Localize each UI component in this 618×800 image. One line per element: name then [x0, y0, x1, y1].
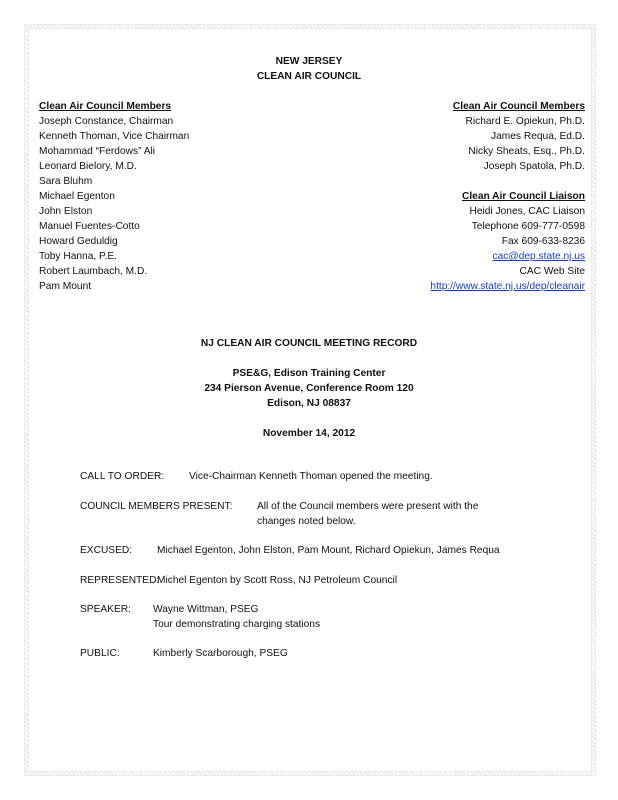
members-right-heading: Clean Air Council Members	[452, 101, 585, 112]
excused-label: EXCUSED:	[80, 545, 133, 556]
member-name: Nicky Sheats, Esq., Ph.D.	[468, 146, 585, 157]
member-name: Pam Mount	[39, 281, 92, 292]
excused-text: Michael Egenton, John Elston, Pam Mount, Richard Opiekun, James Requa	[157, 545, 500, 556]
record-title: NJ CLEAN AIR COUNCIL MEETING RECORD	[200, 338, 418, 349]
member-name: Richard E. Opiekun, Ph.D.	[465, 116, 585, 127]
liaison-name: Heidi Jones, CAC Liaison	[469, 206, 585, 217]
liaison-telephone: Telephone 609-777-0598	[471, 221, 585, 232]
member-name: Joseph Spatola, Ph.D.	[483, 161, 585, 172]
member-name: Manuel Fuentes-Cotto	[39, 221, 140, 232]
member-name: Sara Bluhm	[39, 176, 93, 187]
speaker-label: SPEAKER:	[80, 604, 131, 615]
public-text: Kimberly Scarborough, PSEG	[153, 648, 288, 659]
represented-text: Michel Egenton by Scott Ross, NJ Petroleum Council	[157, 575, 398, 586]
speaker-text-2: Tour demonstrating charging stations	[153, 619, 321, 630]
call-to-order-label: CALL TO ORDER:	[80, 471, 165, 482]
member-name: James Requa, Ed.D.	[491, 131, 585, 142]
liaison-fax: Fax 609-633-8236	[501, 236, 585, 247]
record-address: 234 Pierson Avenue, Conference Room 120	[204, 383, 414, 394]
members-left-heading: Clean Air Council Members	[39, 101, 172, 112]
liaison-heading: Clean Air Council Liaison	[461, 191, 585, 202]
member-name: Kenneth Thoman, Vice Chairman	[39, 131, 190, 142]
member-name: Joseph Constance, Chairman	[39, 116, 174, 127]
header-council: CLEAN AIR COUNCIL	[256, 71, 362, 82]
present-label: COUNCIL MEMBERS PRESENT:	[80, 501, 233, 512]
public-label: PUBLIC:	[80, 648, 120, 659]
member-name: Mohammad “Ferdows” Ali	[39, 146, 156, 157]
member-name: Leonard Bielory, M.D.	[39, 161, 137, 172]
members-right-column	[430, 99, 585, 294]
liaison-email-link[interactable]: cac@dep.state.nj.us	[492, 251, 585, 262]
website-label: CAC Web Site	[519, 266, 585, 277]
member-name: Howard Geduldig	[39, 236, 118, 247]
call-to-order-text: Vice-Chairman Kenneth Thoman opened the meeting.	[189, 471, 433, 482]
member-name: John Elston	[39, 206, 93, 217]
header-state: NEW JERSEY	[275, 56, 343, 67]
record-date: November 14, 2012	[262, 428, 356, 439]
member-name: Michael Egenton	[39, 191, 115, 202]
member-name: Toby Hanna, P.E.	[39, 251, 117, 262]
member-name: Robert Laumbach, M.D.	[39, 266, 148, 277]
speaker-text-1: Wayne Wittman, PSEG	[153, 604, 259, 615]
represented-label: REPRESENTED:	[80, 575, 160, 586]
record-location: PSE&G, Edison Training Center	[232, 368, 386, 379]
record-city: Edison, NJ 08837	[267, 398, 351, 409]
present-text-1: All of the Council members were present with the	[257, 501, 479, 512]
present-text-2: changes noted below.	[257, 516, 356, 527]
members-left-column	[39, 99, 189, 294]
website-link[interactable]: http://www.state.nj.us/dep/cleanair	[430, 281, 585, 292]
